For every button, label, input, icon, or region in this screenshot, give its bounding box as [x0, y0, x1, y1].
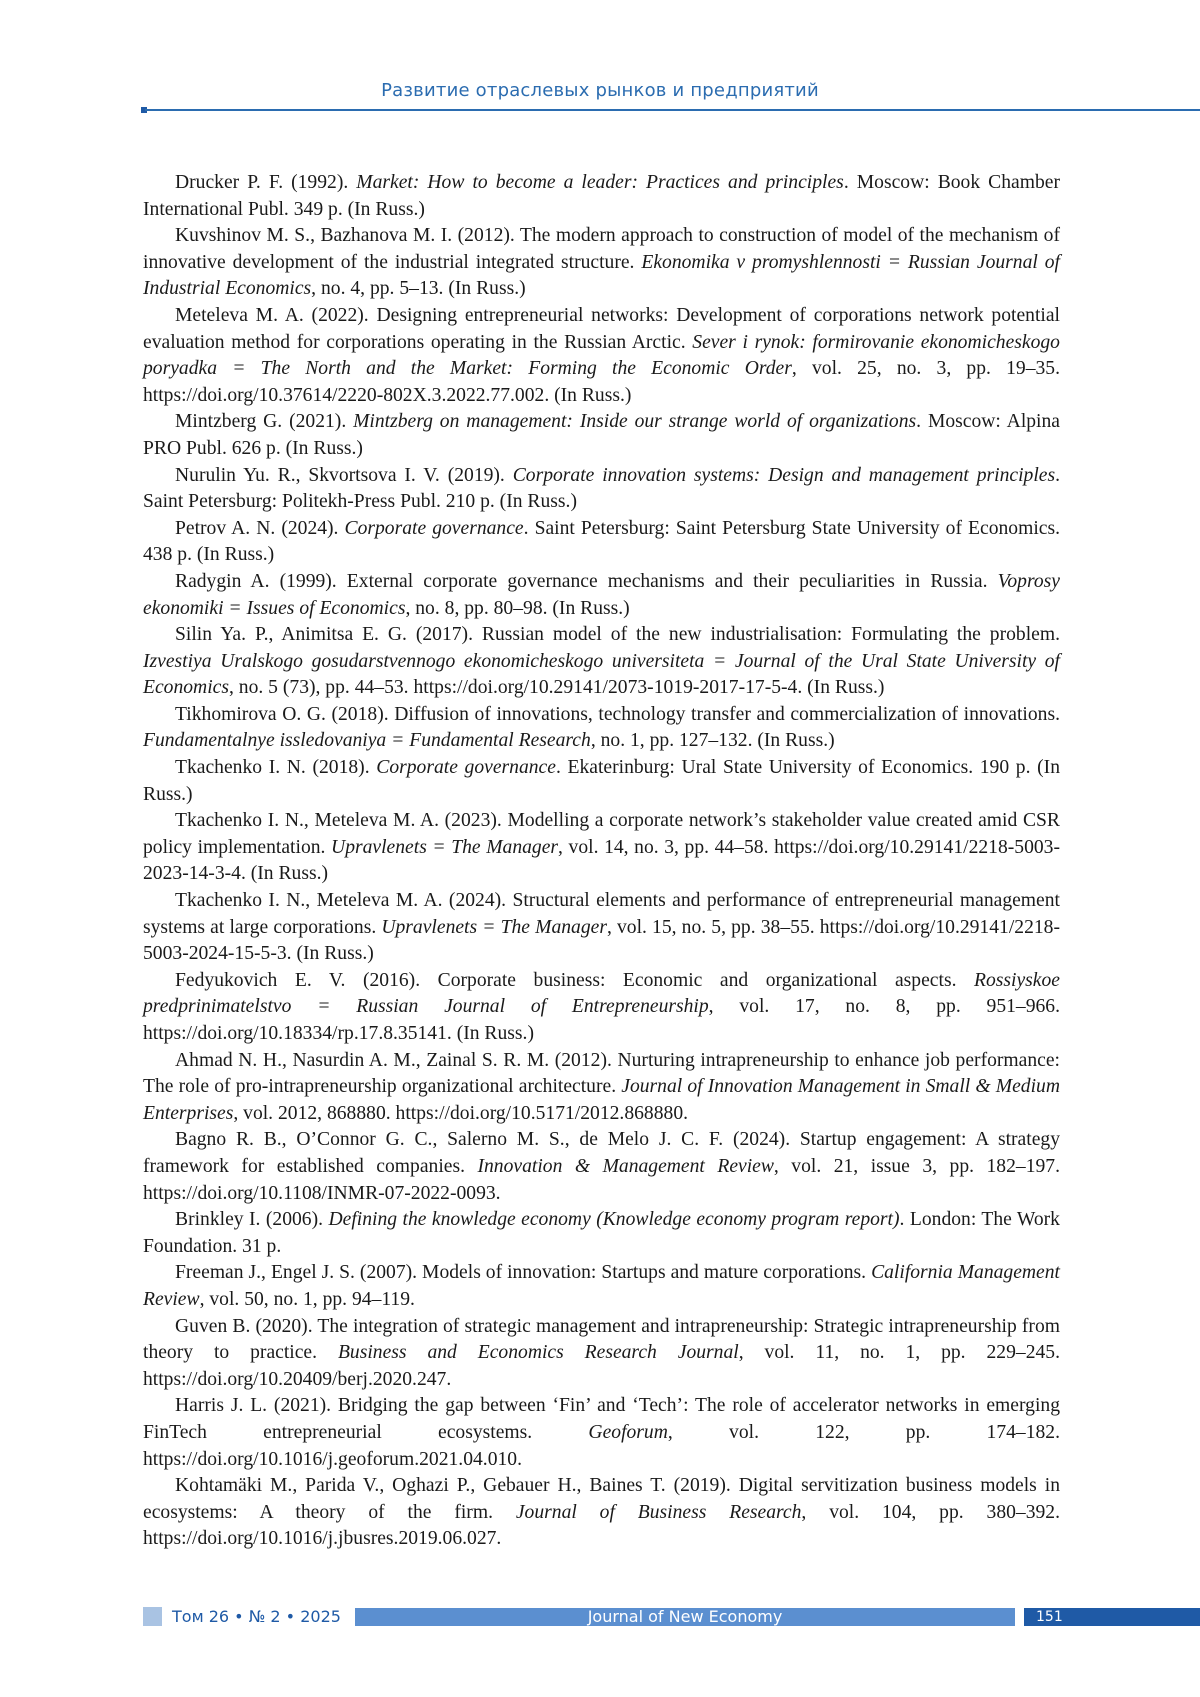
reference-entry: [143, 1393, 1060, 1473]
reference-entry: [143, 170, 1060, 223]
reference-source-title: Geoforum: [588, 1422, 667, 1443]
reference-source-title: Izvestiya Uralskogo gosudarstvennogo ekonomicheskogo universiteta = Journal of the Ural State University of Economics: [143, 651, 1060, 699]
reference-text: . Ekaterinburg: Ural State University of Economics. 190 p. (In Russ.): [143, 757, 1060, 805]
reference-entry: [143, 1127, 1060, 1207]
reference-text: Meteleva M. A. (2022). Designing entrepreneurial networks: Development of corporations network potential evaluation method for corporations operating in the Russian Arctic.: [143, 305, 1060, 353]
reference-text: , vol. 50, no. 1, pp. 94–119.: [200, 1289, 415, 1310]
reference-text: Tkachenko I. N., Meteleva M. A. (2023). Modelling a corporate network’s stakeholder value created amid CSR policy implementation.: [143, 810, 1060, 858]
reference-entry: [143, 1314, 1060, 1394]
footer-page-number: 151: [1024, 1608, 1200, 1626]
reference-entry: [143, 1473, 1060, 1553]
reference-text: Bagno R. B., O’Connor G. C., Salerno M. S., de Melo J. C. F. (2024). Startup engagement: A strategy framework for established companies.: [143, 1129, 1060, 1177]
reference-entry: [143, 409, 1060, 462]
reference-text: , vol. 104, pp. 380–392. https://doi.org/10.1016/j.jbusres.2019.06.027.: [143, 1502, 1060, 1550]
page-footer: [0, 1606, 1200, 1628]
reference-source-title: Corporate governance: [345, 518, 524, 539]
reference-source-title: Upravlenets = The Manager: [331, 837, 558, 858]
reference-text: Petrov A. N. (2024).: [175, 518, 345, 539]
reference-text: , no. 4, pp. 5–13. (In Russ.): [311, 278, 525, 299]
reference-source-title: California Management Review: [143, 1262, 1060, 1310]
reference-text: Kuvshinov M. S., Bazhanova M. I. (2012). The modern approach to construction of model of the mechanism of innovative development of the industrial integrated structure.: [143, 225, 1060, 273]
header-rule: [145, 109, 1200, 111]
reference-entry: [143, 223, 1060, 303]
reference-entry: [143, 968, 1060, 1048]
reference-text: Guven B. (2020). The integration of strategic management and intrapreneurship: Strategic intrapreneurship from theory to practice.: [143, 1316, 1060, 1364]
reference-text: Nurulin Yu. R., Skvortsova I. V. (2019).: [175, 465, 513, 486]
reference-text: Freeman J., Engel J. S. (2007). Models of innovation: Startups and mature corporations.: [175, 1262, 871, 1283]
reference-text: . Saint Petersburg: Saint Petersburg State University of Economics. 438 p. (In Russ.): [143, 518, 1060, 566]
reference-text: , no. 8, pp. 80–98. (In Russ.): [405, 598, 629, 619]
reference-entry: [143, 1048, 1060, 1128]
reference-source-title: Ekonomika v promyshlennosti = Russian Journal of Industrial Economics: [143, 252, 1060, 300]
reference-source-title: Market: How to become a leader: Practices and principles: [356, 172, 844, 193]
reference-text: Radygin A. (1999). External corporate governance mechanisms and their peculiarities in Russia.: [175, 571, 998, 592]
reference-text: Harris J. L. (2021). Bridging the gap between ‘Fin’ and ‘Tech’: The role of accelerator networks in emerging FinTech entrepreneurial ecosystems.: [143, 1395, 1060, 1443]
reference-text: , vol. 17, no. 8, pp. 951–966. https://doi.org/10.18334/rp.17.8.35141. (In Russ.): [143, 996, 1060, 1044]
reference-source-title: Rossiyskoe predprinimatelstvo = Russian Journal of Entrepreneurship: [143, 970, 1060, 1018]
reference-text: Drucker P. F. (1992).: [175, 172, 356, 193]
reference-text: Kohtamäki M., Parida V., Oghazi P., Gebauer H., Baines T. (2019). Digital servitization business models in ecosystems: A theory of the firm.: [143, 1475, 1060, 1523]
reference-text: , vol. 25, no. 3, pp. 19–35. https://doi.org/10.37614/2220-802X.3.2022.77.002. (In Russ.): [143, 358, 1060, 406]
reference-text: , no. 1, pp. 127–132. (In Russ.): [591, 730, 835, 751]
footer-square-marker: [143, 1607, 162, 1626]
reference-text: , no. 5 (73), pp. 44–53. https://doi.org/10.29141/2073-1019-2017-17-5-4. (In Russ.): [229, 677, 884, 698]
reference-text: , vol. 21, issue 3, pp. 182–197. https://doi.org/10.1108/INMR-07-2022-0093.: [143, 1156, 1060, 1204]
reference-source-title: Corporate governance: [376, 757, 556, 778]
footer-issue-info: Том 26 • № 2 • 2025: [172, 1606, 341, 1628]
reference-text: , vol. 14, no. 3, pp. 44–58. https://doi.org/10.29141/2218-5003-2023-14-3-4. (In Russ.): [143, 837, 1060, 885]
reference-entry: [143, 702, 1060, 755]
reference-entry: [143, 1260, 1060, 1313]
reference-source-title: Defining the knowledge economy (Knowledge economy program report): [328, 1209, 899, 1230]
running-header-title: Развитие отраслевых рынков и предприятий: [0, 80, 1200, 101]
reference-text: Tkachenko I. N. (2018).: [175, 757, 376, 778]
reference-entry: [143, 1207, 1060, 1260]
reference-entry: [143, 463, 1060, 516]
reference-entry: [143, 303, 1060, 409]
reference-text: Ahmad N. H., Nasurdin A. M., Zainal S. R. M. (2012). Nurturing intrapreneurship to enhance job performance: The role of pro-intrapreneurship organizational architecture.: [143, 1050, 1060, 1098]
footer-journal-name: Journal of New Economy: [355, 1608, 1015, 1626]
reference-text: Mintzberg G. (2021).: [175, 411, 353, 432]
reference-source-title: Corporate innovation systems: Design and management principles: [513, 465, 1055, 486]
reference-text: Fedyukovich E. V. (2016). Corporate business: Economic and organizational aspects.: [175, 970, 974, 991]
reference-entry: [143, 808, 1060, 888]
reference-source-title: Sever i rynok: formirovanie ekonomicheskogo poryadka = The North and the Market: Forming the Economic Order: [143, 332, 1060, 380]
reference-source-title: Journal of Innovation Management in Small & Medium Enterprises: [143, 1076, 1060, 1124]
reference-text: Silin Ya. P., Animitsa E. G. (2017). Russian model of the new industrialisation: Formulating the problem.: [175, 624, 1060, 645]
reference-entry: [143, 569, 1060, 622]
reference-entry: [143, 755, 1060, 808]
reference-entry: [143, 622, 1060, 702]
reference-source-title: Journal of Business Research: [516, 1502, 802, 1523]
reference-text: Brinkley I. (2006).: [175, 1209, 328, 1230]
reference-list: [143, 170, 1060, 1553]
reference-text: , vol. 15, no. 5, pp. 38–55. https://doi.org/10.29141/2218-5003-2024-15-5-3. (In Russ.): [143, 917, 1060, 965]
reference-text: . Moscow: Book Chamber International Publ. 349 p. (In Russ.): [143, 172, 1060, 220]
reference-entry: [143, 516, 1060, 569]
reference-source-title: Business and Economics Research Journal: [338, 1342, 739, 1363]
reference-source-title: Upravlenets = The Manager: [381, 917, 607, 938]
reference-text: Tikhomirova O. G. (2018). Diffusion of innovations, technology transfer and commercialization of innovations.: [175, 704, 1060, 725]
reference-text: , vol. 11, no. 1, pp. 229–245. https://doi.org/10.20409/berj.2020.247.: [143, 1342, 1060, 1390]
reference-text: Tkachenko I. N., Meteleva M. A. (2024). Structural elements and performance of entrepreneurial management systems at large corporations.: [143, 890, 1060, 938]
reference-text: , vol. 2012, 868880. https://doi.org/10.5171/2012.868880.: [233, 1103, 688, 1124]
reference-text: . London: The Work Foundation. 31 p.: [143, 1209, 1060, 1257]
reference-text: . Saint Petersburg: Politekh-Press Publ. 210 p. (In Russ.): [143, 465, 1060, 513]
reference-source-title: Mintzberg on management: Inside our strange world of organizations: [353, 411, 916, 432]
reference-source-title: Fundamentalnye issledovaniya = Fundamental Research: [143, 730, 591, 751]
reference-source-title: Innovation & Management Review: [477, 1156, 773, 1177]
reference-text: , vol. 122, pp. 174–182. https://doi.org/10.1016/j.geoforum.2021.04.010.: [143, 1422, 1060, 1470]
reference-source-title: Voprosy ekonomiki = Issues of Economics: [143, 571, 1060, 619]
reference-text: . Moscow: Alpina PRO Publ. 626 p. (In Russ.): [143, 411, 1060, 459]
reference-entry: [143, 888, 1060, 968]
